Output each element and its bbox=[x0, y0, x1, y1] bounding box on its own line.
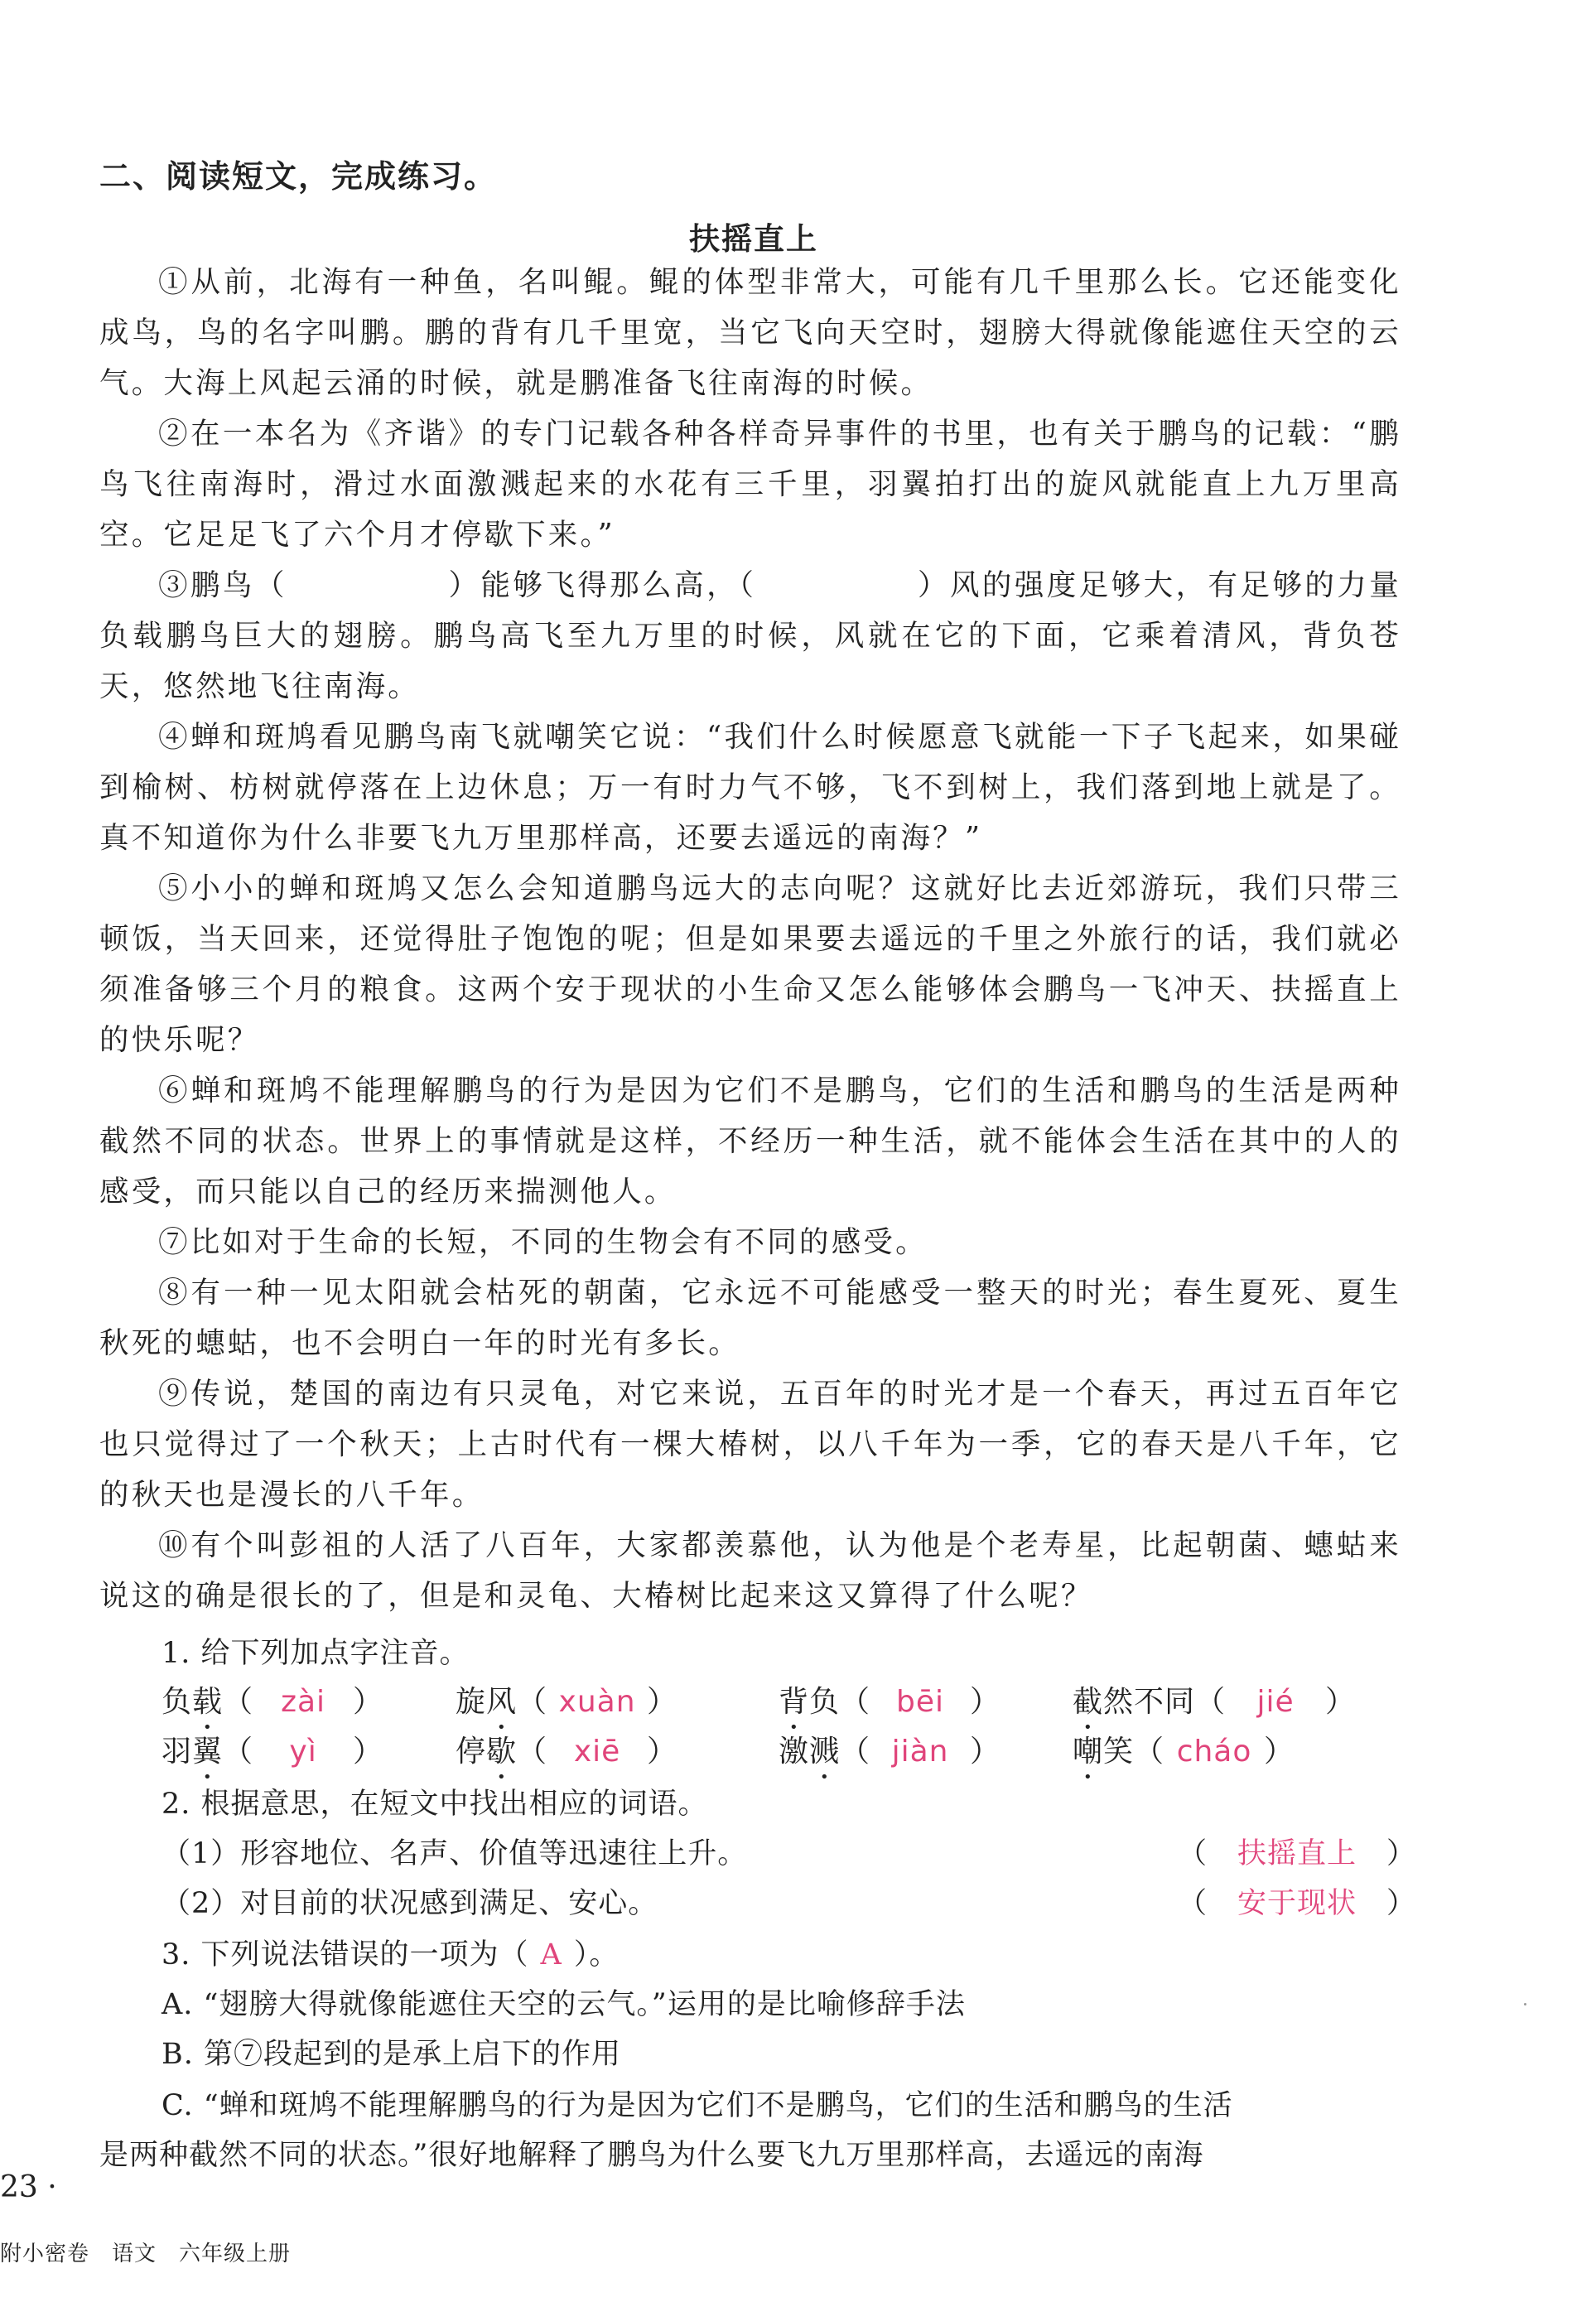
option-c: C. “蝉和斑鸠不能理解鹏鸟的行为是因为它们不是鹏鸟，它们的生活和鹏鸟的生活 bbox=[162, 2089, 1233, 2122]
paragraph-10: ⑩有个叫彭祖的人活了八百年，大家都羡慕他，认为他是个老寿星，比起朝菌、蟪蛄来说这的确是很长的了，但是和灵龟、大椿树比起来这又算得了什么呢？ bbox=[99, 1528, 1401, 1613]
pinyin-item: 截然不同（ jié ） bbox=[1073, 1685, 1357, 1719]
pinyin-item: 嘲笑（ cháo ） bbox=[1073, 1735, 1295, 1769]
answer-box-2: （ 安于现状 ） bbox=[1177, 1887, 1416, 1920]
pinyin-row-1 bbox=[99, 1678, 1425, 1728]
paragraph-2: ②在一本名为《齐谐》的专门记载各种各样奇异事件的书里，也有关于鹏鸟的记载：“鹏鸟飞往南海时，滑过水面激溅起来的水花有三千里，羽翼拍打出的旋风就能直上九万里高空。它足足飞了六个月才停歇下来。” bbox=[99, 417, 1401, 552]
pinyin-item: 旋风（ xuàn ） bbox=[456, 1685, 678, 1719]
book-info: 附小密卷 语文 六年级上册 bbox=[0, 2242, 292, 2266]
pinyin-item: 背负（ bēi ） bbox=[779, 1685, 1001, 1719]
paragraph-8: ⑧有一种一见太阳就会枯死的朝菌，它永远不可能感受一整天的时光；春生夏死、夏生秋死的蟪蛄，也不会明白一年的时光有多长。 bbox=[99, 1276, 1401, 1360]
paragraph-4: ④蝉和斑鸠看见鹏鸟南飞就嘲笑它说：“我们什么时候愿意飞就能一下子飞起来，如果碰到榆树、枋树就停落在上边休息；万一有时力气不够，飞不到树上，我们落到地上就是了。真不知道你为什么非要飞九万里那样高，还要去遥远的南海？” bbox=[99, 720, 1401, 855]
question-2-prompt: 2. 根据意思，在短文中找出相应的词语。 bbox=[162, 1788, 708, 1821]
article-title: 扶摇直上 bbox=[689, 221, 818, 257]
answer-box-1: （ 扶摇直上 ） bbox=[1177, 1837, 1416, 1870]
paragraph-6: ⑥蝉和斑鸠不能理解鹏鸟的行为是因为它们不是鹏鸟，它们的生活和鹏鸟的生活是两种截然不同的状态。世界上的事情就是这样，不经历一种生活，就不能体会生活在其中的人的感受，而只能以自己的经历来揣测他人。 bbox=[99, 1074, 1401, 1209]
section-title: 二、阅读短文，完成练习。 bbox=[99, 158, 498, 195]
article-body bbox=[99, 257, 1401, 1621]
option-a: A. “翅膀大得就像能遮住天空的云气。”运用的是比喻修辞手法 bbox=[162, 1988, 966, 2021]
question-1 bbox=[99, 1630, 1408, 1796]
paragraph-9: ⑨传说，楚国的南边有只灵龟，对它来说，五百年的时光才是一个春天，再过五百年它也只觉得过了一个秋天；上古时代有一棵大椿树，以八千年为一季，它的春天是八千年，它的秋天也是漫长的八千年。 bbox=[99, 1377, 1401, 1512]
option-b: B. 第⑦段起到的是承上启下的作用 bbox=[162, 2038, 621, 2071]
question-2-item-2: （2）对目前的状况感到满足、安心。 bbox=[162, 1887, 658, 1920]
page-number: 23 · bbox=[0, 2170, 57, 2204]
question-2-item-1: （1）形容地位、名声、价值等迅速往上升。 bbox=[162, 1837, 748, 1870]
pinyin-item: 负载（ zài ） bbox=[162, 1685, 384, 1719]
stray-dot bbox=[1524, 2003, 1526, 2005]
pinyin-row-2 bbox=[99, 1728, 1425, 1778]
question-3-prompt: 3. 下列说法错误的一项为（ A ）。 bbox=[162, 1938, 620, 1972]
pinyin-item: 羽翼（ yì ） bbox=[162, 1735, 384, 1769]
pinyin-item: 激溅（ jiàn ） bbox=[779, 1735, 1001, 1769]
paragraph-5: ⑤小小的蝉和斑鸠又怎么会知道鹏鸟远大的志向呢？这就好比去近郊游玩，我们只带三顿饭，当天回来，还觉得肚子饱饱的呢；但是如果要去遥远的千里之外旅行的话，我们就必须准备够三个月的粮食。这两个安于现状的小生命又怎么能够体会鹏鸟一飞冲天、扶摇直上的快乐呢？ bbox=[99, 871, 1401, 1057]
pinyin-item: 停歇（ xiē ） bbox=[456, 1735, 678, 1769]
question-1-prompt: 1. 给下列加点字注音。 bbox=[162, 1637, 470, 1670]
question-3 bbox=[99, 1932, 1408, 2180]
question-2 bbox=[99, 1781, 1416, 1922]
paragraph-7: ⑦比如对于生命的长短，不同的生物会有不同的感受。 bbox=[158, 1225, 928, 1259]
paragraph-3: ③鹏鸟（ ）能够飞得那么高，（ ）风的强度足够大，有足够的力量负载鹏鸟巨大的翅膀。鹏鸟高飞至九万里的时候，风就在它的下面，它乘着清风，背负苍天，悠然地飞往南海。 bbox=[99, 568, 1401, 703]
option-c-continued: 是两种截然不同的状态。”很好地解释了鹏鸟为什么要飞九万里那样高，去遥远的南海 bbox=[99, 2139, 1204, 2172]
paragraph-1: ①从前，北海有一种鱼，名叫鲲。鲲的体型非常大，可能有几千里那么长。它还能变化成鸟，鸟的名字叫鹏。鹏的背有几千里宽，当它飞向天空时，翅膀大得就像能遮住天空的云气。大海上风起云涌的时候，就是鹏准备飞往南海的时候。 bbox=[99, 265, 1401, 400]
